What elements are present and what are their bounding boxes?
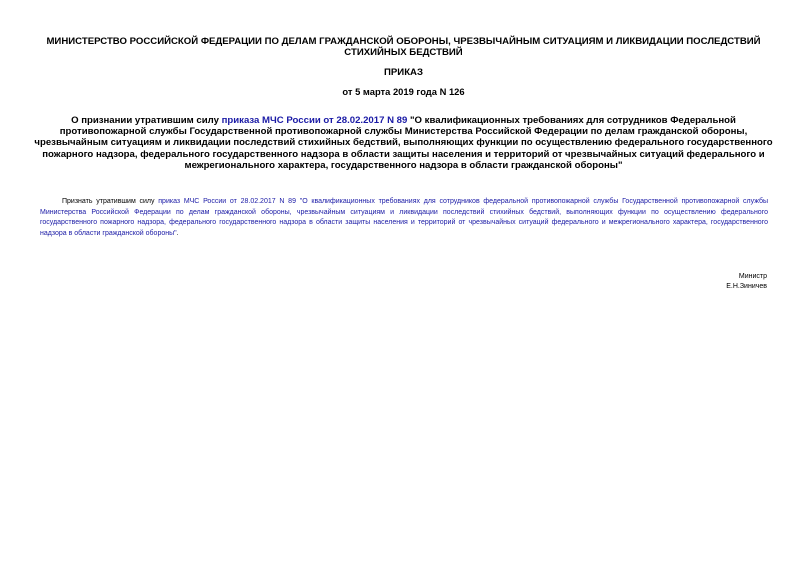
- document-title: [34, 115, 773, 171]
- title-prefix: О признании утратившим силу: [71, 115, 222, 126]
- title-order-link[interactable]: приказа МЧС России от 28.02.2017 N 89: [221, 115, 408, 126]
- document-date: от 5 марта 2019 года N 126: [342, 86, 465, 97]
- signature-position: Министр: [738, 273, 767, 280]
- document-type: ПРИКАЗ: [384, 67, 423, 78]
- ministry-header: МИНИСТЕРСТВО РОССИЙСКОЙ ФЕДЕРАЦИИ ПО ДЕЛАМ ГРАЖДАНСКОЙ ОБОРОНЫ, ЧРЕЗВЫЧАЙНЫМ СИТУАЦИЯМ И ЛИКВИДАЦИИ ПОСЛЕДСТВИЙ СТИХИЙНЫХ БЕДСТВИЙ: [46, 36, 761, 58]
- title-suffix: "О квалификационных требованиях для сотрудников Федеральной противопожарной службы Государственной противопожарной службы Министерства Российской Федерации по делам гражданской обороны, чрезвычайным ситуациям и ликвидации последствий стихийных бедствий, выполняющих функции по осуществлению федерального государственного пожарного надзора, федерального государственного надзора в области защиты населения и территорий от чрезвычайных ситуаций федерального и межрегионального характера, государственного надзора в области гражданской обороны": [34, 115, 773, 171]
- paragraph-prefix: Признать утратившим силу: [62, 198, 159, 205]
- paragraph-order-link[interactable]: приказ МЧС России от 28.02.2017 N 89 "О квалификационных требованиях для сотрудников федеральной противопожарной службы Государственной противопожарной службы Министерства Российской Федерации по делам гражданской обороны, чрезвычайным ситуациям и ликвидации последствий стихийных бедствий, выполняющих функции по осуществлению федерального государственного пожарного надзора, федерального государственного надзора в области защиты населения и территорий от чрезвычайных ситуаций федерального и межрегионального характера, государственного надзора в области гражданской обороны": [40, 198, 769, 237]
- signature-block: [726, 272, 767, 293]
- order-paragraph: [40, 197, 768, 239]
- paragraph-suffix: .: [176, 229, 179, 237]
- signature-name: Е.Н.Зиничев: [726, 283, 767, 291]
